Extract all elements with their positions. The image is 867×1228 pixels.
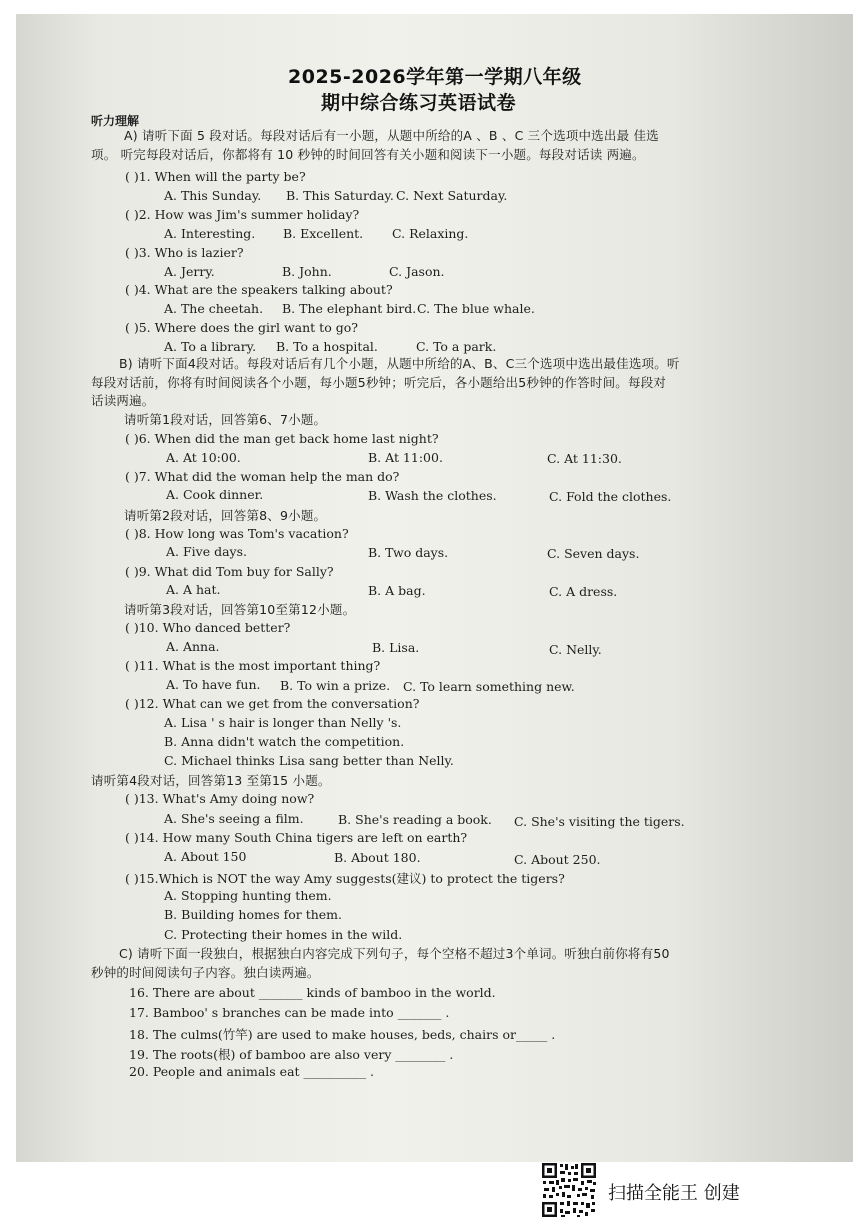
q4-option-b: B. The elephant bird. xyxy=(282,301,417,316)
q11-option-c: C. To learn something new. xyxy=(403,679,575,694)
q9-option-a: A. A hat. xyxy=(166,582,221,597)
q9-option-b: B. A bag. xyxy=(368,583,426,598)
q12-option-a: A. Lisa ' s hair is longer than Nelly 's. xyxy=(164,715,402,730)
q5-option-b: B. To a hospital. xyxy=(276,339,378,354)
q6-option-c: C. At 11:30. xyxy=(547,451,622,466)
scanner-app-label: 扫描全能王 创建 xyxy=(608,1183,740,1204)
dialogue-3-heading: 请听第3段对话，回答第10至第12小题。 xyxy=(124,602,356,617)
q6-option-b: B. At 11:00. xyxy=(368,450,443,465)
question-12: ( )12. What can we get from the conversation? xyxy=(125,696,420,711)
part-a-instructions-2: 项。 听完每段对话后，你都将有 10 秒钟的时间回答有关小题和阅读下一小题。每段对话读 两遍。 xyxy=(91,147,645,162)
question-1: ( )1. When will the party be? xyxy=(125,169,306,184)
q10-option-c: C. Nelly. xyxy=(549,642,602,657)
q6-option-a: A. At 10:00. xyxy=(166,450,241,465)
question-6: ( )6. When did the man get back home last night? xyxy=(125,431,439,446)
q2-option-b: B. Excellent. xyxy=(283,226,364,241)
item-17: 17. Bamboo' s branches can be made into _______ . xyxy=(129,1005,450,1020)
q15-option-a: A. Stopping hunting them. xyxy=(164,888,332,903)
q3-option-c: C. Jason. xyxy=(389,264,445,279)
question-4: ( )4. What are the speakers talking about? xyxy=(125,282,393,297)
part-c-instructions-1: C) 请听下面一段独白，根据独白内容完成下列句子，每个空格不超过3个单词。听独白前你将有50 xyxy=(119,946,670,961)
q13-option-c: C. She's visiting the tigers. xyxy=(514,814,685,829)
item-16: 16. There are about _______ kinds of bamboo in the world. xyxy=(129,985,496,1000)
q11-option-b: B. To win a prize. xyxy=(280,678,391,693)
question-15: ( )15.Which is NOT the way Amy suggests(建议) to protect the tigers? xyxy=(125,871,565,886)
q7-option-c: C. Fold the clothes. xyxy=(549,489,672,504)
item-19: 19. The roots(根) of bamboo are also very ________ . xyxy=(129,1047,454,1062)
q7-option-b: B. Wash the clothes. xyxy=(368,488,497,503)
item-18: 18. The culms(竹竿) are used to make houses, beds, chairs or_____ . xyxy=(129,1027,556,1042)
q1-option-c: C. Next Saturday. xyxy=(396,188,508,203)
q1-option-a: A. This Sunday. xyxy=(164,188,262,203)
dialogue-1-heading: 请听第1段对话，回答第6、7小题。 xyxy=(124,412,327,427)
part-a-instructions-1: A) 请听下面 5 段对话。每段对话后有一小题，从题中所给的A 、B 、C 三个选项中选出最 佳选 xyxy=(124,128,659,143)
q8-option-b: B. Two days. xyxy=(368,545,449,560)
question-3: ( )3. Who is lazier? xyxy=(125,245,244,260)
q14-option-c: C. About 250. xyxy=(514,852,601,867)
q15-option-b: B. Building homes for them. xyxy=(164,907,343,922)
question-5: ( )5. Where does the girl want to go? xyxy=(125,320,358,335)
q13-option-b: B. She's reading a book. xyxy=(338,812,492,827)
question-14: ( )14. How many South China tigers are left on earth? xyxy=(125,830,468,845)
q3-option-a: A. Jerry. xyxy=(164,264,215,279)
section-title: 听力理解 xyxy=(91,114,140,128)
question-8: ( )8. How long was Tom's vacation? xyxy=(125,526,349,541)
question-9: ( )9. What did Tom buy for Sally? xyxy=(125,564,334,579)
exam-title-line2: 期中综合练习英语试卷 xyxy=(321,92,517,114)
part-b-instructions-2: 每段对话前，你将有时间阅读各个小题，每小题5秒钟；听完后，各小题给出5秒钟的作答时间。每段对 xyxy=(91,375,667,390)
q8-option-a: A. Five days. xyxy=(166,544,247,559)
q14-option-b: B. About 180. xyxy=(334,850,421,865)
question-11: ( )11. What is the most important thing? xyxy=(125,658,381,673)
q15-option-c: C. Protecting their homes in the wild. xyxy=(164,927,403,942)
q4-option-a: A. The cheetah. xyxy=(164,301,264,316)
q1-option-b: B. This Saturday. xyxy=(286,188,394,203)
item-20: 20. People and animals eat __________ . xyxy=(129,1064,374,1079)
question-13: ( )13. What's Amy doing now? xyxy=(125,791,315,806)
q5-option-c: C. To a park. xyxy=(416,339,497,354)
question-10: ( )10. Who danced better? xyxy=(125,620,291,635)
dialogue-4-heading: 请听第4段对话，回答第13 至第15 小题。 xyxy=(91,773,331,788)
q12-option-c: C. Michael thinks Lisa sang better than Nelly. xyxy=(164,753,454,768)
question-2: ( )2. How was Jim's summer holiday? xyxy=(125,207,360,222)
q4-option-c: C. The blue whale. xyxy=(417,301,535,316)
q5-option-a: A. To a library. xyxy=(164,339,257,354)
q11-option-a: A. To have fun. xyxy=(166,677,261,692)
q8-option-c: C. Seven days. xyxy=(547,546,640,561)
part-c-instructions-2: 秒钟的时间阅读句子内容。独白读两遍。 xyxy=(91,965,320,980)
q10-option-b: B. Lisa. xyxy=(372,640,420,655)
q13-option-a: A. She's seeing a film. xyxy=(164,811,304,826)
q10-option-a: A. Anna. xyxy=(166,639,220,654)
q9-option-c: C. A dress. xyxy=(549,584,618,599)
question-7: ( )7. What did the woman help the man do? xyxy=(125,469,400,484)
qr-code-icon xyxy=(541,1162,597,1218)
part-b-instructions-3: 话读两遍。 xyxy=(91,393,155,408)
q12-option-b: B. Anna didn't watch the competition. xyxy=(164,734,405,749)
q3-option-b: B. John. xyxy=(282,264,332,279)
q7-option-a: A. Cook dinner. xyxy=(166,487,264,502)
q14-option-a: A. About 150 xyxy=(164,849,247,864)
q2-option-a: A. Interesting. xyxy=(164,226,256,241)
exam-title-line1: 2025-2026学年第一学期八年级 xyxy=(288,66,582,88)
dialogue-2-heading: 请听第2段对话，回答第8、9小题。 xyxy=(124,508,327,523)
part-b-instructions-1: B) 请听下面4段对话。每段对话后有几个小题，从题中所给的A、B、C三个选项中选出最佳选项。听 xyxy=(119,356,680,371)
q2-option-c: C. Relaxing. xyxy=(392,226,469,241)
exam-page xyxy=(16,14,853,1162)
